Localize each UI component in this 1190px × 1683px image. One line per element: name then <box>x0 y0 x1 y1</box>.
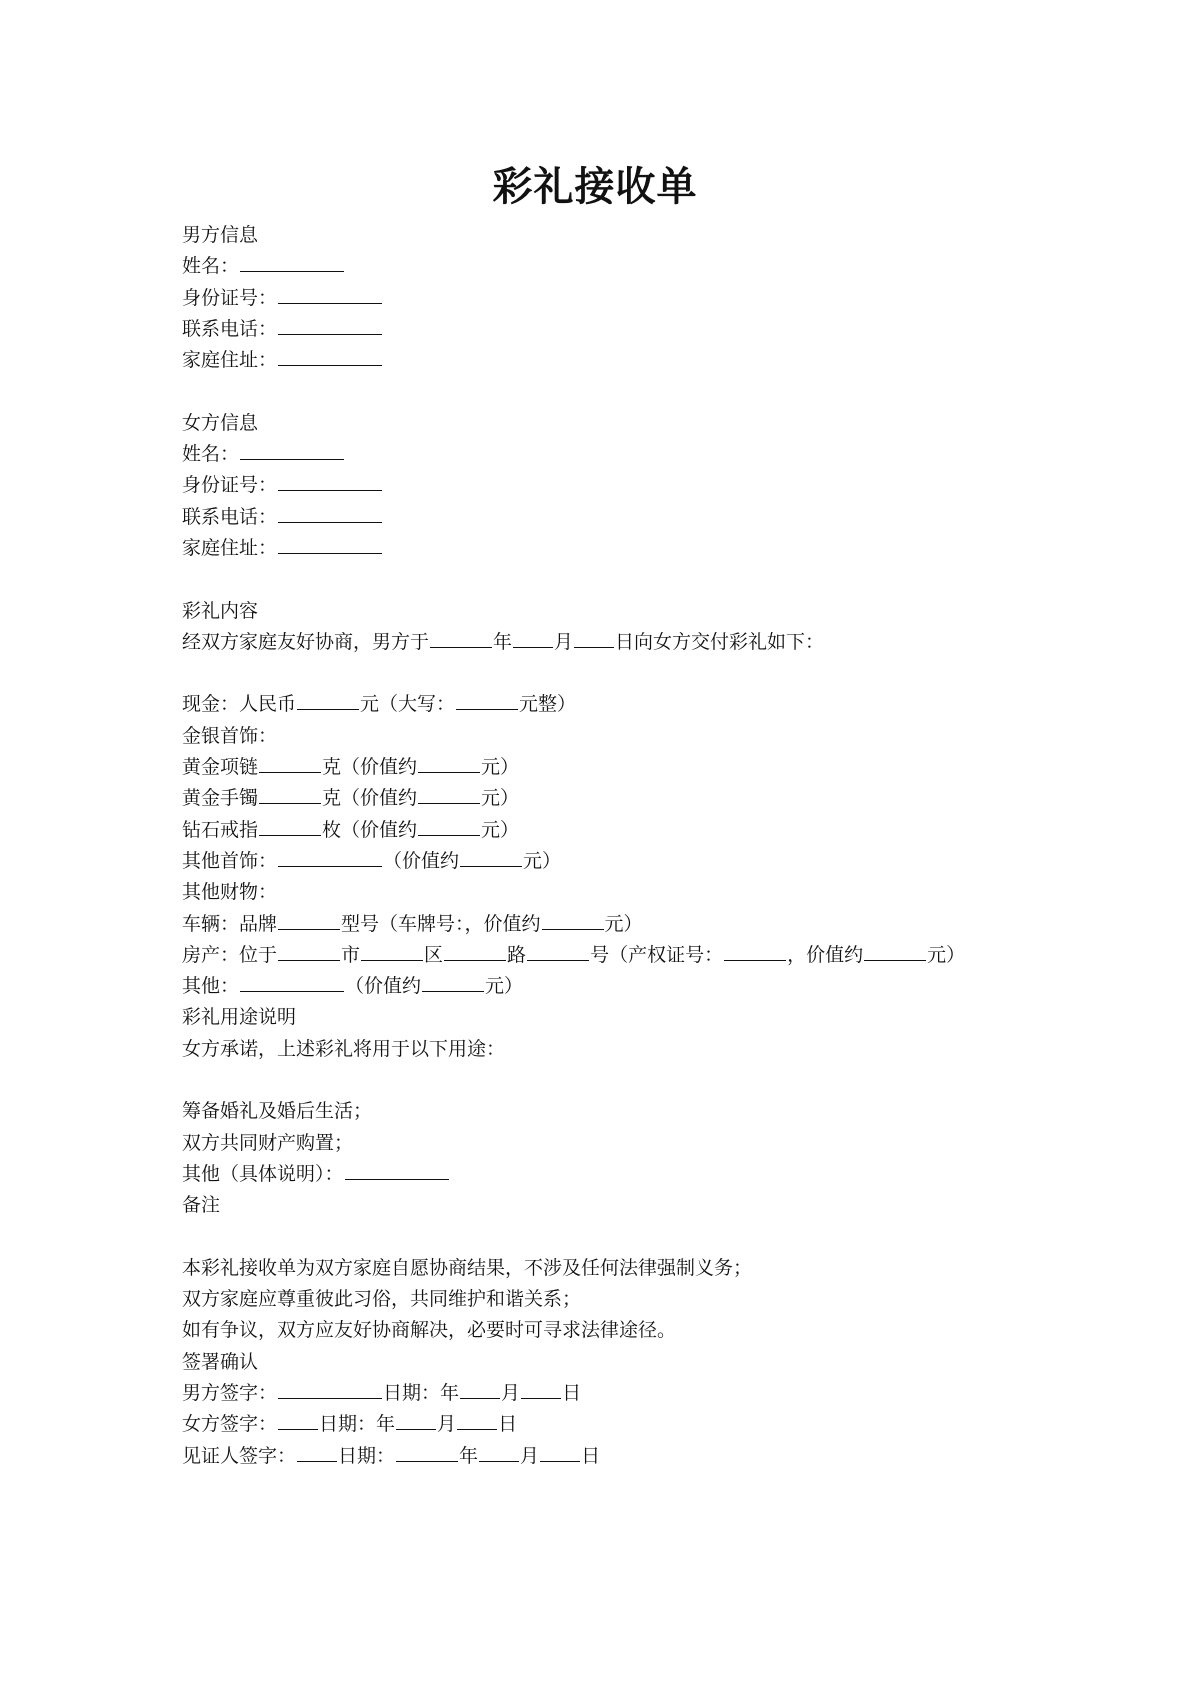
necklace-unit: 克（价值约 <box>322 756 418 779</box>
male-name-row <box>182 251 1082 282</box>
bracelet-weight-field[interactable] <box>259 786 321 804</box>
male-year-label: 年 <box>440 1381 460 1404</box>
ring-row <box>182 815 1082 846</box>
other-jewelry-value-open: （价值约 <box>383 849 460 872</box>
male-signature-field[interactable] <box>278 1381 382 1399</box>
female-address-row <box>182 533 1082 564</box>
witness-year-field[interactable] <box>396 1444 458 1462</box>
cash-capital-field[interactable] <box>456 692 518 710</box>
male-phone-row <box>182 314 1082 345</box>
witness-signature-label: 见证人签字： <box>182 1444 297 1467</box>
necklace-row <box>182 752 1082 783</box>
gift-year-label: 年 <box>493 630 513 653</box>
house-city-label: 市 <box>341 943 361 966</box>
usage-intro: 女方承诺，上述彩礼将用于以下用途： <box>182 1037 506 1060</box>
usage-item-2: 双方共同财产购置； <box>182 1131 354 1154</box>
other-gift-value-open: （价值约 <box>345 975 422 998</box>
house-road-label: 路 <box>507 943 527 966</box>
other-gift-yuan: 元） <box>485 975 524 998</box>
other-gift-value-field[interactable] <box>422 974 484 992</box>
usage-item-3-label: 其他（具体说明）： <box>182 1162 344 1185</box>
house-district-field[interactable] <box>361 943 423 961</box>
vehicle-brand-field[interactable] <box>278 912 340 930</box>
house-prefix: 房产：位于 <box>182 943 278 966</box>
female-name-label: 姓名： <box>182 443 240 466</box>
usage-heading: 彩礼用途说明 <box>182 1006 297 1029</box>
male-address-field[interactable] <box>278 348 382 366</box>
female-year-label: 年 <box>376 1413 396 1436</box>
house-number-label: 号（产权证号： <box>590 943 724 966</box>
spacer <box>182 1065 1082 1096</box>
female-phone-row <box>182 502 1082 533</box>
female-name-field[interactable] <box>240 442 344 460</box>
witness-day-label: 日 <box>581 1444 601 1467</box>
other-jewelry-label: 其他首饰： <box>182 849 278 872</box>
witness-date-label: 日期： <box>338 1444 396 1467</box>
cash-row <box>182 689 1082 720</box>
other-jewelry-row <box>182 846 1082 877</box>
vehicle-yuan: 元） <box>604 912 643 935</box>
usage-other-field[interactable] <box>345 1162 449 1180</box>
house-number-field[interactable] <box>527 943 589 961</box>
male-day-label: 日 <box>562 1381 582 1404</box>
necklace-value-field[interactable] <box>418 755 480 773</box>
other-jewelry-value-field[interactable] <box>460 849 522 867</box>
female-day-label: 日 <box>498 1413 518 1436</box>
male-id-field[interactable] <box>278 286 382 304</box>
spacer <box>182 1222 1082 1253</box>
witness-year-label: 年 <box>459 1444 479 1467</box>
witness-signature-field[interactable] <box>297 1444 337 1462</box>
male-address-label: 家庭住址： <box>182 349 278 372</box>
female-address-field[interactable] <box>278 536 382 554</box>
notes-item-3: 如有争议，双方应友好协商解决，必要时可寻求法律途径。 <box>182 1319 677 1342</box>
female-name-row <box>182 439 1082 470</box>
gift-month-field[interactable] <box>513 630 553 648</box>
female-phone-label: 联系电话： <box>182 505 278 528</box>
female-month-label: 月 <box>437 1413 457 1436</box>
witness-month-label: 月 <box>520 1444 540 1467</box>
document-title: 彩礼接收单 <box>492 163 698 210</box>
male-address-row <box>182 345 1082 376</box>
vehicle-value-field[interactable] <box>542 912 604 930</box>
cash-prefix: 现金：人民币 <box>182 693 297 716</box>
bracelet-row <box>182 783 1082 814</box>
signature-heading: 签署确认 <box>182 1350 259 1373</box>
female-id-row <box>182 470 1082 501</box>
gift-content-heading: 彩礼内容 <box>182 599 259 622</box>
ring-label: 钻石戒指 <box>182 818 259 841</box>
usage-item-3-row <box>182 1159 1082 1190</box>
bracelet-label: 黄金手镯 <box>182 787 259 810</box>
notes-item-2: 双方家庭应尊重彼此习俗，共同维护和谐关系； <box>182 1288 582 1311</box>
spacer <box>182 658 1082 689</box>
other-gift-field[interactable] <box>240 974 344 992</box>
necklace-weight-field[interactable] <box>259 755 321 773</box>
male-name-field[interactable] <box>240 254 344 272</box>
house-city-field[interactable] <box>278 943 340 961</box>
house-value-field[interactable] <box>864 943 926 961</box>
gift-month-label: 月 <box>554 630 574 653</box>
male-id-row <box>182 283 1082 314</box>
other-jewelry-field[interactable] <box>278 849 382 867</box>
house-district-label: 区 <box>424 943 444 966</box>
bracelet-unit: 克（价值约 <box>322 787 418 810</box>
male-phone-label: 联系电话： <box>182 317 278 340</box>
house-deed-field[interactable] <box>724 943 786 961</box>
house-yuan: 元） <box>927 943 966 966</box>
female-signature-label: 女方签字： <box>182 1413 278 1436</box>
spacer <box>182 564 1082 595</box>
other-jewelry-yuan: 元） <box>523 849 562 872</box>
bracelet-yuan: 元） <box>481 787 520 810</box>
house-value-label: ，价值约 <box>787 943 864 966</box>
female-day-field[interactable] <box>457 1412 497 1430</box>
ring-count-field[interactable] <box>259 818 321 836</box>
male-info-heading: 男方信息 <box>182 224 259 246</box>
vehicle-mid: 型号（车牌号：，价值约 <box>341 912 541 935</box>
ring-unit: 枚（价值约 <box>322 818 418 841</box>
male-month-label: 月 <box>501 1381 521 1404</box>
gift-intro-suffix: 日向女方交付彩礼如下： <box>615 630 825 653</box>
other-property-heading: 其他财物： <box>182 881 278 904</box>
ring-value-field[interactable] <box>418 818 480 836</box>
female-signature-field[interactable] <box>278 1412 318 1430</box>
other-gift-label: 其他： <box>182 975 240 998</box>
spacer <box>182 376 1082 407</box>
female-id-label: 身份证号： <box>182 474 278 497</box>
witness-day-field[interactable] <box>540 1444 580 1462</box>
male-name-label: 姓名： <box>182 255 240 278</box>
witness-signature-row <box>182 1441 1082 1472</box>
jewelry-heading: 金银首饰： <box>182 724 278 747</box>
vehicle-prefix: 车辆：品牌 <box>182 912 278 935</box>
notes-heading: 备注 <box>182 1194 221 1217</box>
notes-item-1: 本彩礼接收单为双方家庭自愿协商结果，不涉及任何法律强制义务； <box>182 1256 753 1279</box>
other-gift-row <box>182 971 1082 1002</box>
cash-suffix: 元整） <box>519 693 577 716</box>
house-road-field[interactable] <box>444 943 506 961</box>
male-phone-field[interactable] <box>278 317 382 335</box>
female-id-field[interactable] <box>278 473 382 491</box>
cash-amount-field[interactable] <box>297 692 359 710</box>
necklace-yuan: 元） <box>481 756 520 779</box>
female-month-field[interactable] <box>396 1412 436 1430</box>
cash-mid: 元（大写： <box>360 693 456 716</box>
gift-intro-row <box>182 627 1082 658</box>
female-phone-field[interactable] <box>278 505 382 523</box>
female-signature-row <box>182 1409 1082 1440</box>
usage-item-1: 筹备婚礼及婚后生活； <box>182 1100 373 1123</box>
necklace-label: 黄金项链 <box>182 756 259 779</box>
house-row <box>182 940 1082 971</box>
ring-yuan: 元） <box>481 818 520 841</box>
gift-intro-prefix: 经双方家庭友好协商，男方于 <box>182 630 430 653</box>
male-month-field[interactable] <box>460 1381 500 1399</box>
male-day-field[interactable] <box>521 1381 561 1399</box>
document-body <box>182 220 1082 1472</box>
female-address-label: 家庭住址： <box>182 536 278 559</box>
bracelet-value-field[interactable] <box>418 786 480 804</box>
male-id-label: 身份证号： <box>182 286 278 309</box>
female-date-label: 日期： <box>319 1413 377 1436</box>
gift-year-field[interactable] <box>430 630 492 648</box>
vehicle-row <box>182 909 1082 940</box>
witness-month-field[interactable] <box>479 1444 519 1462</box>
male-date-label: 日期： <box>383 1381 441 1404</box>
male-signature-row <box>182 1378 1082 1409</box>
gift-day-field[interactable] <box>574 630 614 648</box>
male-signature-label: 男方签字： <box>182 1381 278 1404</box>
female-info-heading: 女方信息 <box>182 411 259 434</box>
